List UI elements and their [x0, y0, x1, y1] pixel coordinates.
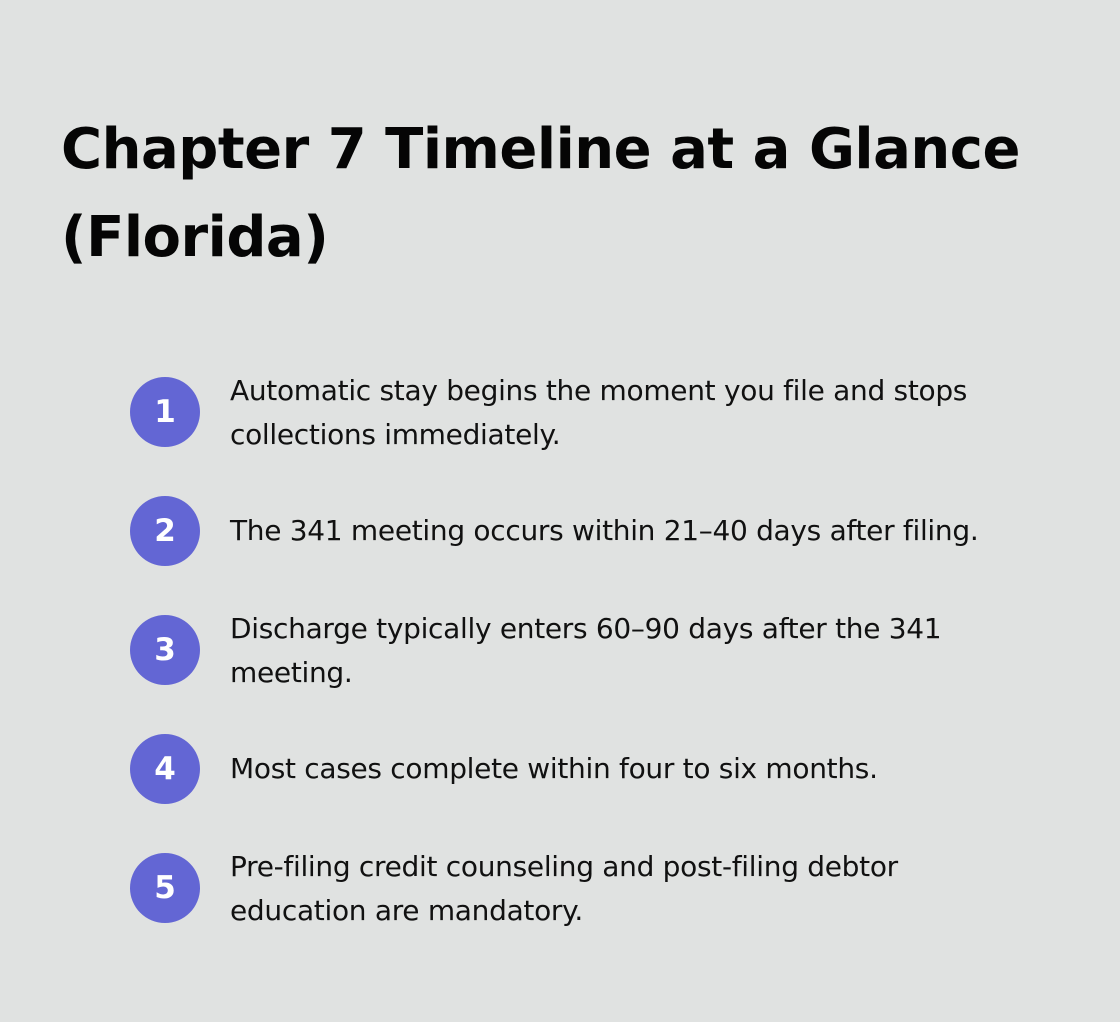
step-text: Automatic stay begins the moment you file and stops collections immediately. [230, 374, 968, 451]
step-text: Most cases complete within four to six months. [230, 752, 878, 785]
step-number-badge: 3 [130, 615, 200, 685]
step-number-badge: 2 [130, 496, 200, 566]
step-number-badge: 5 [130, 853, 200, 923]
page-title: Chapter 7 Timeline at a Glance (Florida) [61, 117, 1020, 270]
step-text: The 341 meeting occurs within 21–40 days after filing. [230, 514, 979, 547]
step-number-badge: 1 [130, 377, 200, 447]
step-text: Discharge typically enters 60–90 days after the 341 meeting. [230, 612, 942, 689]
step-number-badge: 4 [130, 734, 200, 804]
step-text: Pre-filing credit counseling and post-filing debtor education are mandatory. [230, 850, 898, 927]
